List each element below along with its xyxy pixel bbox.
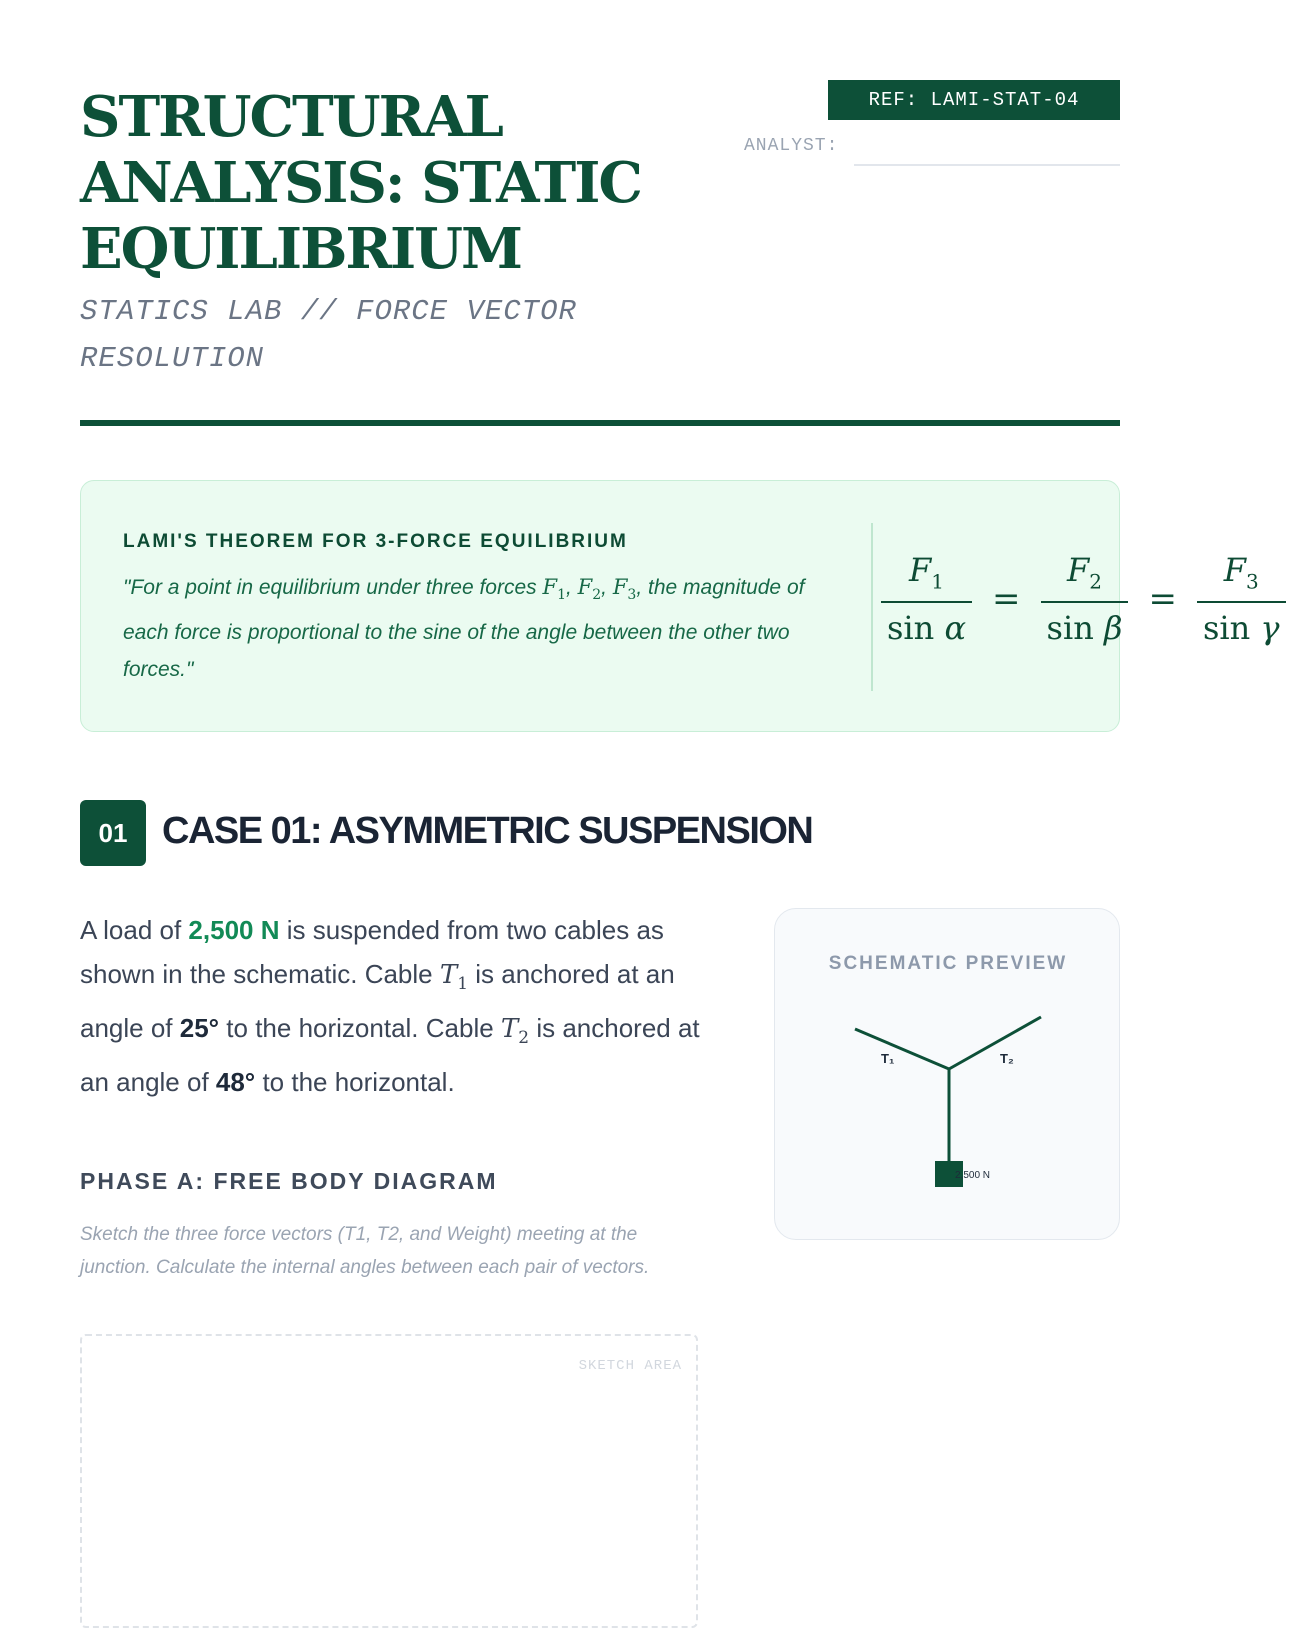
cable-t1: $T_1$	[439, 960, 469, 995]
angle-2-value: 48°	[215, 1067, 256, 1098]
analyst-label: ANALYST:	[744, 136, 839, 156]
quote-suffix: , the magnitude of each force is proportional to the sine of the angle between the other two forces."	[123, 576, 805, 682]
formula-divider	[871, 523, 873, 691]
fraction-f3: $\frac{F_3}{\text{sin γ}}$	[1197, 551, 1286, 647]
quote-prefix: "For a point in equilibrium under three forces	[123, 576, 543, 599]
analyst-name-field[interactable]	[854, 164, 1120, 166]
case-title: CASE 01: ASYMMETRIC SUSPENSION	[162, 810, 813, 852]
phase-instructions: Sketch the three force vectors (T1, T2, and Weight) meeting at the junction. Calculate the internal angles between each pair of vectors.	[80, 1224, 650, 1278]
label-t2: T₂	[1000, 1051, 1014, 1066]
schematic-heading: SCHEMATIC PREVIEW	[828, 953, 1068, 974]
case-number-badge: 01	[80, 800, 146, 866]
problem-statement: A load of 2,500 N is suspended from two cables as shown in the schematic. Cable $T_1$ is anchored at an angle of 25° to the horizontal. Cable $T_2$ is anchored at an angle of 48° to the horizontal.	[80, 915, 700, 1098]
page-subtitle: STATICS LAB // FORCE VECTOR RESOLUTION	[80, 295, 577, 375]
cable-t2: $T_2$	[500, 1014, 530, 1049]
equals-sign: =	[1148, 579, 1177, 620]
label-load: 2,500 N	[955, 1170, 991, 1181]
fraction-f1: $\frac{F_1}{\text{sin α}}$	[881, 551, 972, 647]
load-value: 2,500 N	[188, 915, 280, 945]
sketch-area[interactable]	[80, 1334, 698, 1628]
theorem-quote: "For a point in equilibrium under three forces $F_1$, $F_2$, $F_3$, the magnitude of each force is proportional to the sine of the angle between the other two forces."	[123, 575, 805, 682]
reference-badge: REF: LAMI-STAT-04	[828, 80, 1120, 120]
theorem-callout	[80, 480, 1280, 732]
cable-t1-line	[855, 1029, 949, 1069]
label-t1: T₁	[881, 1051, 895, 1066]
page-title: STRUCTURAL ANALYSIS: STATIC EQUILIBRIUM	[80, 84, 641, 282]
equals-sign: =	[992, 579, 1021, 620]
header-divider	[80, 420, 1120, 426]
angle-1-value: 25°	[179, 1013, 220, 1044]
schematic-diagram	[775, 909, 1121, 1241]
force-f1: $F_1$	[542, 575, 566, 604]
theorem-heading: LAMI'S THEOREM FOR 3-FORCE EQUILIBRIUM	[123, 531, 628, 552]
lami-formula	[875, 551, 1292, 647]
force-f3: $F_3$	[612, 575, 637, 604]
sketch-area-label: SKETCH AREA	[578, 1358, 682, 1374]
cable-t2-line	[949, 1017, 1041, 1069]
phase-heading: PHASE A: FREE BODY DIAGRAM	[80, 1168, 498, 1194]
force-f2: $F_2$	[577, 575, 602, 604]
schematic-preview-card	[774, 908, 1120, 1240]
fraction-f2: $\frac{F_2}{\text{sin β}}$	[1041, 551, 1129, 647]
